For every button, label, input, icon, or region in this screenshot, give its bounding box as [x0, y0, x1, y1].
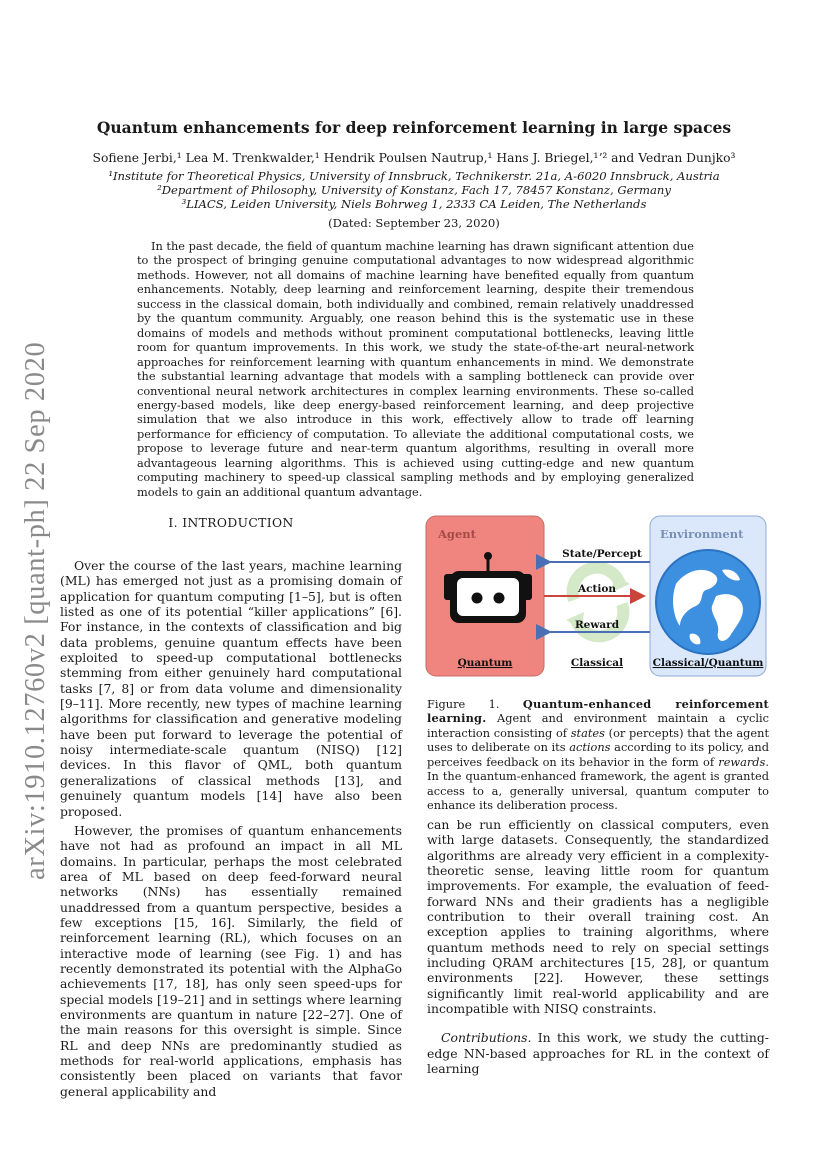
paragraph: However, the promises of quantum enhancements have not had as profound an impact in all ML domains. In particular, perhaps the most celebrated area of ML based on deep feed-forward neural networks (NNs) has essentially remained unaddressed from a quantum perspective, besides a few exceptions [15, 16]. Similarly, the field of reinforcement learning (RL), which focuses on an interactive mode of learning (see Fig. 1) and has recently demonstrated its potential with the AlphaGo achievements [17, 18], has only seen speed-ups for special models [19–21] and in settings where learning environments are quantum in nature [22–27]. One of the main reasons for this oversight is simple. Since RL and deep NNs are predominantly studied as methods for real-world applications, emphasis has consistently been placed on variants that favor general applicability and: [60, 822, 402, 1099]
affiliation-1: ¹Institute for Theoretical Physics, University of Innsbruck, Technikerstr. 21a, A-6020 Innsbruck, Austria: [108, 169, 720, 183]
section-heading: I. INTRODUCTION: [168, 516, 294, 530]
abstract-text: In the past decade, the field of quantum machine learning has drawn significant attention due to the prospect of bringing genuine computational advantages to now widespread algorithmic methods. However, not all domains of machine learning have benefited equally from quantum enhancements. Notably, deep learning and reinforcement learning, despite their tremendous success in the classical domain, both individually and combined, remain relatively unaddressed by the quantum community. Arguably, one reason behind this is the systematic use in these domains of models and methods without prominent computational bottlenecks, leaving little room for quantum improvements. In this work, we study the state-of-the-art neural-network approaches for reinforcement learning with quantum enhancements in mind. We demonstrate the substantial learning advantage that models with a sampling bottleneck can provide over conventional neural network architectures in complex learning environments. These so-called energy-based models, like deep energy-based reinforcement learning, and deep projective simulation that we also introduce in this work, effectively allow to trade off learning performance for efficiency of computation. To alleviate the additional computational costs, we propose to leverage future and near-term quantum algorithms, resulting in overall more advantageous learning algorithms. This is achieved using cutting-edge and new quantum computing machinery to speed-up classical sampling methods and by employing generalized models to gain an additional quantum advantage.: [137, 239, 694, 499]
figure-rl-diagram: [424, 514, 768, 682]
reward-label: Reward: [574, 619, 620, 631]
action-label: Action: [577, 583, 617, 595]
figure-caption: Figure 1. Quantum-enhanced reinforcement learning. Agent and environment maintain a cyclic interaction consisting of states (or percepts) that the agent uses to deliberate on its actions according to its policy, and perceives feedback on its behavior in the form of rewards. In the quantum-enhanced framework, the agent is granted access to a, generally universal, quantum computer to enhance its deliberation process.: [427, 697, 770, 813]
paragraph: can be run efficiently on classical computers, even with large datasets. Consequently, the standardized algorithms are already very efficient in a complexity-theoretic sense, leaving little room for quantum improvements. For example, the evaluation of feed-forward NNs and their gradients has a negligible contribution to their overall training cost. An exception applies to training algorithms, where quantum methods need to rely on special settings including QRAM architectures [15, 28], or quantum environments [22]. However, these settings significantly limit real-world applicability and are incompatible with NISQ constraints.: [427, 817, 769, 1017]
classical-sub-label: Classical: [570, 657, 624, 669]
left-column: [60, 558, 402, 1099]
agent-sub-label: Quantum: [457, 657, 513, 669]
affiliation-3: ³LIACS, Leiden University, Niels Bohrweg 1, 2333 CA Leiden, The Netherlands: [181, 197, 647, 211]
date-line: (Dated: September 23, 2020): [328, 216, 500, 230]
caption-title: Quantum-enhanced reinforcement learning.: [427, 697, 770, 726]
earth-icon: [656, 550, 760, 654]
state-label: State/Percept: [562, 548, 642, 560]
right-column: [427, 817, 769, 1077]
paragraph: Contributions. In this work, we study the cutting-edge NN-based approaches for RL in the context of learning: [427, 1030, 769, 1077]
arxiv-stamp: arXiv:1910.12760v2 [quant-ph] 22 Sep 2020: [20, 341, 51, 880]
author-block: [60, 151, 768, 211]
author-list: Sofiene Jerbi,¹ Lea M. Trenkwalder,¹ Hendrik Poulsen Nautrup,¹ Hans J. Briegel,¹ʼ² and Vedran Dunjko³: [92, 151, 736, 165]
paper-title: Quantum enhancements for deep reinforcement learning in large spaces: [96, 118, 732, 137]
environment-sub-label: Classical/Quantum: [652, 657, 764, 669]
agent-label: Agent: [438, 527, 476, 541]
environment-label: Environment: [660, 527, 744, 541]
paragraph: Over the course of the last years, machine learning (ML) has emerged not just as a promising domain of application for quantum computing [1–5], but is often listed as one of its potential “killer applications” [6]. For instance, in the contexts of classification and big data problems, genuine quantum effects have been exploited to speed-up computational bottlenecks stemming from either genuinely hard computational tasks [7, 8] or from data volume and dimensionality [9–11]. More recently, new types of machine learning algorithms for classification and generative modeling have been put forward to leverage the potential of noisy intermediate-scale quantum (NISQ) [12] devices. In this flavor of QML, both quantum generalizations of classical methods [13], and genuinely quantum models [14] have also been proposed.: [60, 558, 402, 819]
abstract: [137, 239, 694, 499]
affiliation-2: ²Department of Philosophy, University of Konstanz, Fach 17, 78457 Konstanz, Germany: [157, 183, 671, 197]
caption-label: Figure 1.: [427, 697, 500, 711]
